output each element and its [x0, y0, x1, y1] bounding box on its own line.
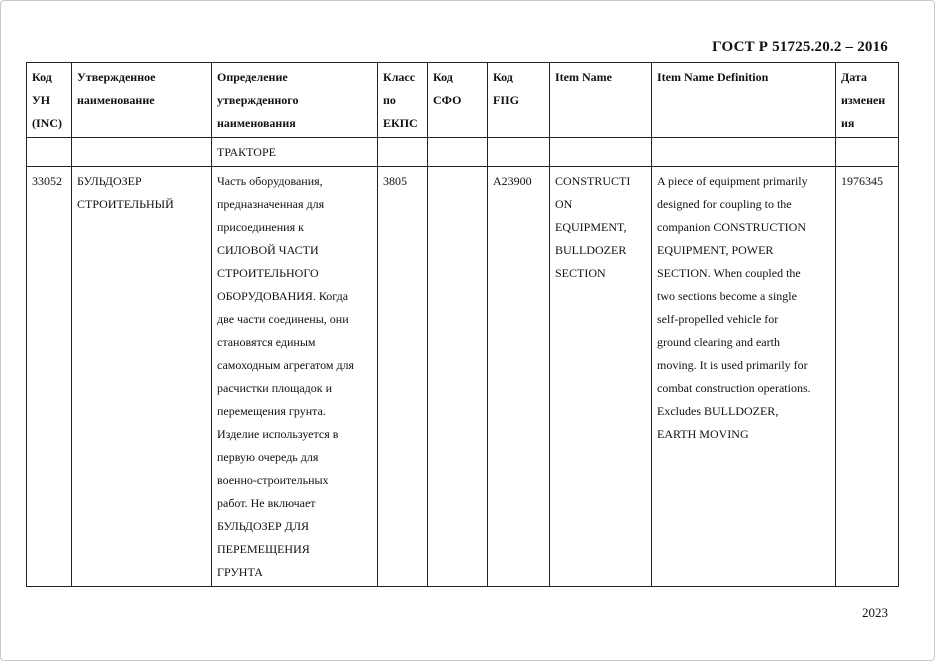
cell-item-definition: A piece of equipment primarily designed for coupling to the companion CONSTRUCTION EQUIPMENT, POWER SECTION. When coupled the two sections become a single self-propelled vehicle for ground clearing and earth moving. It is used primarily for combat construction operations. Excludes BULLDOZER, EARTH MOVING — [652, 167, 836, 587]
cell-name: БУЛЬДОЗЕР СТРОИТЕЛЬНЫЙ — [72, 167, 212, 587]
table-row — [27, 167, 899, 587]
cell-code: 33052 — [27, 167, 72, 587]
cell-code — [27, 138, 72, 167]
cell-fiig: A23900 — [488, 167, 550, 587]
cell-sfo — [428, 138, 488, 167]
col-header-sfo: Код СФО — [428, 63, 488, 138]
document-title: ГОСТ Р 51725.20.2 – 2016 — [712, 39, 888, 55]
col-header-item-name: Item Name — [550, 63, 652, 138]
cell-sfo — [428, 167, 488, 587]
table-row-continuation — [27, 138, 899, 167]
cell-name — [72, 138, 212, 167]
col-header-class: Класс по ЕКПС — [378, 63, 428, 138]
page-number: 2023 — [862, 605, 888, 620]
col-header-code: Код УН (INC) — [27, 63, 72, 138]
cell-item-name — [550, 138, 652, 167]
item-names-table — [26, 62, 899, 587]
cell-definition: ТРАКТОРЕ — [212, 138, 378, 167]
cell-class: 3805 — [378, 167, 428, 587]
cell-date — [836, 138, 899, 167]
cell-class — [378, 138, 428, 167]
col-header-date: Дата изменен ия — [836, 63, 899, 138]
col-header-fiig: Код FIIG — [488, 63, 550, 138]
cell-definition: Часть оборудования, предназначенная для присоединения к СИЛОВОЙ ЧАСТИ СТРОИТЕЛЬНОГО ОБОРУДОВАНИЯ. Когда две части соединены, они становятся единым самоходным агрегатом для расчистки площадок и перемещения грунта. Изделие используется в первую очередь для военно-строительных работ. Не включает БУЛЬДОЗЕР ДЛЯ ПЕРЕМЕЩЕНИЯ ГРУНТА — [212, 167, 378, 587]
cell-item-definition — [652, 138, 836, 167]
col-header-definition: Определение утвержденного наименования — [212, 63, 378, 138]
col-header-item-definition: Item Name Definition — [652, 63, 836, 138]
cell-fiig — [488, 138, 550, 167]
col-header-name: Утвержденное наименование — [72, 63, 212, 138]
cell-item-name: CONSTRUCTI ON EQUIPMENT, BULLDOZER SECTION — [550, 167, 652, 587]
table-header-row — [27, 63, 899, 138]
cell-date: 1976345 — [836, 167, 899, 587]
